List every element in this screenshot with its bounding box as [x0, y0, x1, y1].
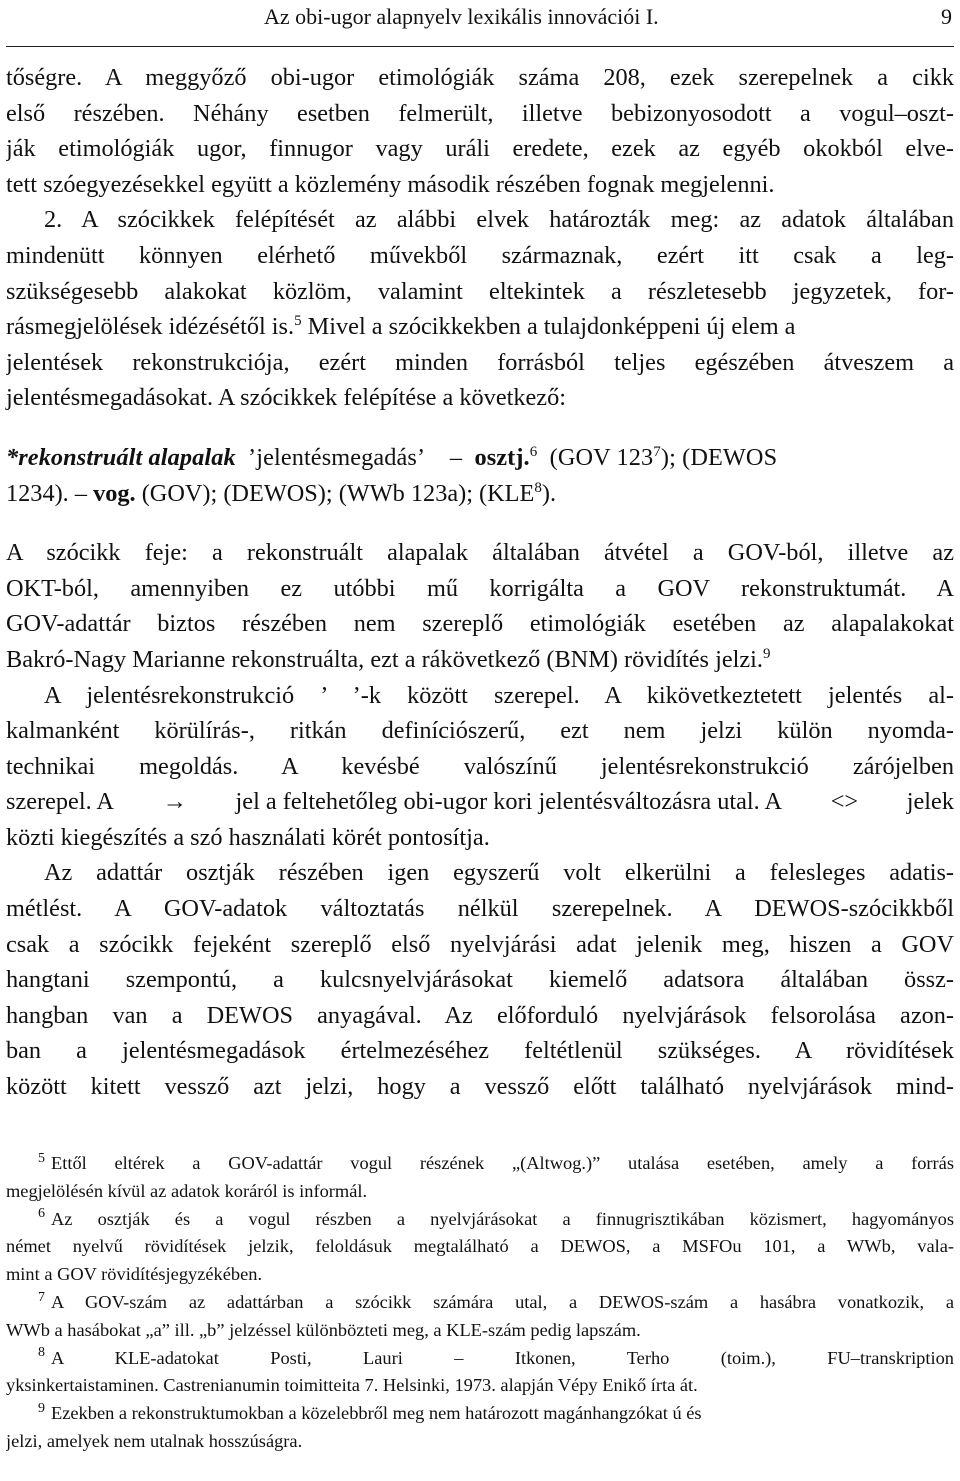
- footnote-number: 7: [38, 1289, 45, 1305]
- footnote-line: [6, 1150, 954, 1178]
- footnote-number: 9: [38, 1401, 45, 1417]
- footnote-line: német nyelvű rövidítések jelzik, feloldásuk megtalálható a DEWOS, a MSFOu 101, a WWb, vala-: [6, 1236, 954, 1257]
- arrow-symbol: →: [162, 788, 187, 816]
- footnote-ref-8: 8: [534, 479, 542, 496]
- footnote-line: jelzi, amelyek nem utalnak hosszúságra.: [6, 1430, 303, 1451]
- footnote-8: [6, 1345, 954, 1401]
- footnote-line: [6, 1289, 954, 1317]
- footnote-line: megjelölésén kívül az adatok koráról is informál.: [6, 1180, 368, 1201]
- text-line: kalmanként körülírás-, ritkán definíciószerű, ezt nem jelzi külön nyomda-: [6, 717, 954, 745]
- entry-dash: –: [74, 479, 87, 507]
- text-line: A jelentésrekonstrukció ’ ’-k között szerepel. A kikövetkeztetett jelentés al-: [44, 681, 954, 709]
- text-line: métlést. A GOV-adatok változtatás nélkül szerepelnek. A DEWOS-szócikkből: [6, 895, 954, 923]
- running-title: Az obi-ugor alapnyelv lexikális innovációi I.: [264, 4, 659, 29]
- footnotes: [6, 1150, 954, 1456]
- page-number: 9: [941, 4, 952, 29]
- footnote-line: WWb a hasábokat „a” ill. „b” jelzéssel különbözteti meg, a KLE-szám pedig lapszám.: [6, 1319, 641, 1340]
- text-line: [6, 642, 954, 678]
- text-line: hangban van a DEWOS anyagával. Az előforduló nyelvjárások felsorolása azon-: [6, 1001, 954, 1029]
- footnote-text: Ezekben a rekonstruktumokban a közelebbről meg nem határozott magánhangzókat ú és: [51, 1403, 702, 1424]
- entry-dash: –: [449, 443, 463, 471]
- entry-vog: vog.: [93, 479, 136, 507]
- text-line: jelentések rekonstrukciója, ezért minden forrásból teljes egészében átveszem a: [6, 348, 954, 376]
- text-run: Bakró-Nagy Marianne rekonstruálta, ezt a rákövetkező (BNM) rövidítés jelzi.: [6, 645, 763, 673]
- footnote-text: Az osztják és a vogul részben a nyelvjárásokat a finnugrisztikában közismert, hagyományos: [51, 1208, 954, 1229]
- text-line: ban a jelentésmegadások értelmezéséhez feltétlenül szükséges. A rövidítések: [6, 1037, 954, 1065]
- text-line: tőségre. A meggyőző obi-ugor etimológiák száma 208, ezek szerepelnek a cikk: [6, 64, 954, 91]
- text-run: szerepel. A: [6, 788, 114, 816]
- footnote-7: [6, 1289, 954, 1345]
- entry-dewos: ); (DEWOS: [660, 443, 778, 471]
- entry-meaning: ’jelentésmegadás’: [248, 443, 426, 471]
- text-line: hangtani szempontú, a kulcsnyelvjárásokat kiemelő adatsora általában össz-: [6, 966, 954, 994]
- text-line: [6, 784, 954, 820]
- text-line: szükségesebb alakokat közlöm, valamint eltekintek a részletesebb jegyzetek, for-: [6, 277, 954, 305]
- footnote-5: [6, 1150, 954, 1206]
- running-header: [6, 0, 954, 47]
- text-run: rásmegjelölések idézésétől is.: [6, 313, 295, 341]
- text-line: tett szóegyezésekkel együtt a közlemény második részében fognak megjelenni.: [6, 170, 775, 198]
- text-run: jelek: [906, 788, 954, 816]
- footnote-text: A KLE-adatokat Posti, Lauri – Itkonen, Terho (toim.), FU–transkription: [51, 1347, 954, 1368]
- text-line: mindenütt könnyen elérhető művekből származnak, ezért itt csak a leg-: [6, 241, 954, 269]
- text-line: első részében. Néhány esetben felmerült, illetve bebizonyosodott a vogul–oszt-: [6, 99, 954, 127]
- text-line: csak a szócikk fejeként szereplő első nyelvjárási adat jelenik meg, hiszen a GOV: [6, 930, 954, 958]
- document-page: [6, 0, 954, 1451]
- footnote-ref-9: 9: [762, 645, 771, 662]
- text-line: jelentésmegadásokat. A szócikkek felépítése a következő:: [6, 384, 566, 412]
- footnote-line: yksinkertaistaminen. Castrenianumin toimitteita 7. Helsinki, 1973. alapján Vépy Enikő írta át.: [6, 1375, 698, 1396]
- footnote-text: Ettől eltérek a GOV-adattár vogul részének „(Altwog.)” utalása esetében, amely a forrás: [51, 1153, 954, 1173]
- footnote-ref-6: 6: [529, 443, 538, 460]
- text-run: jel a feltehetőleg obi-ugor kori jelentésváltozásra utal. A: [235, 788, 783, 816]
- footnote-line: mint a GOV rövidítésjegyzékében.: [6, 1264, 263, 1285]
- text-line: közti kiegészítés a szó használati körét pontosítja.: [6, 823, 490, 851]
- text-line: Az adattár osztják részében igen egyszerű volt elkerülni a felesleges adatis-: [44, 859, 954, 887]
- text-line: között kitett vessző azt jelzi, hogy a vessző előtt található nyelvjárások mind-: [6, 1073, 954, 1101]
- text-run: 1234).: [6, 479, 69, 507]
- main-text: [6, 60, 954, 1105]
- text-line: OKT-ból, amennyiben ez utóbbi mű korrigálta a GOV rekonstruktumát. A: [6, 574, 954, 602]
- footnote-ref-5: 5: [294, 313, 302, 330]
- footnote-text: A GOV-szám az adattárban a szócikk számára utal, a DEWOS-szám a hasábra vonatkozik, a: [51, 1291, 954, 1312]
- footnote-line: [6, 1206, 954, 1234]
- entry-template-line-2: [6, 476, 954, 512]
- text-line: A szócikk feje: a rekonstruált alapalak általában átvétel a GOV-ból, illetve az: [6, 539, 954, 567]
- text-run: (GOV); (DEWOS); (WWb 123a); (KLE: [141, 479, 535, 507]
- footnote-ref-7: 7: [653, 443, 661, 460]
- text-run: Mivel a szócikkekben a tulajdonképpeni új elem a: [301, 313, 796, 341]
- text-line: technikai megoldás. A kevésbé valószínű jelentésrekonstrukció zárójelben: [6, 752, 954, 780]
- entry-head: *rekonstruált alapalak: [6, 443, 236, 471]
- footnote-9: [6, 1400, 954, 1456]
- text-line: ják etimológiák ugor, finnugor vagy uráli eredete, ezek az egyéb okokból elve-: [6, 135, 954, 163]
- angle-brackets-symbol: <>: [830, 788, 859, 816]
- footnote-line: [6, 1400, 954, 1428]
- entry-ostj: osztj.: [474, 443, 530, 471]
- text-line: [6, 309, 954, 345]
- entry-gov: (GOV 123: [549, 443, 654, 471]
- text-line: 2. A szócikkek felépítését az alábbi elvek határozták meg: az adatok általában: [44, 206, 954, 234]
- footnote-6: [6, 1206, 954, 1289]
- footnote-number: 8: [38, 1345, 45, 1361]
- text-run: ).: [541, 479, 557, 507]
- footnote-number: 5: [38, 1150, 45, 1166]
- entry-template-line-1: [6, 440, 954, 476]
- text-line: GOV-adattár biztos részében nem szereplő etimológiák esetében az alapalakokat: [6, 610, 954, 638]
- footnote-line: [6, 1345, 954, 1373]
- footnote-number: 6: [38, 1206, 45, 1222]
